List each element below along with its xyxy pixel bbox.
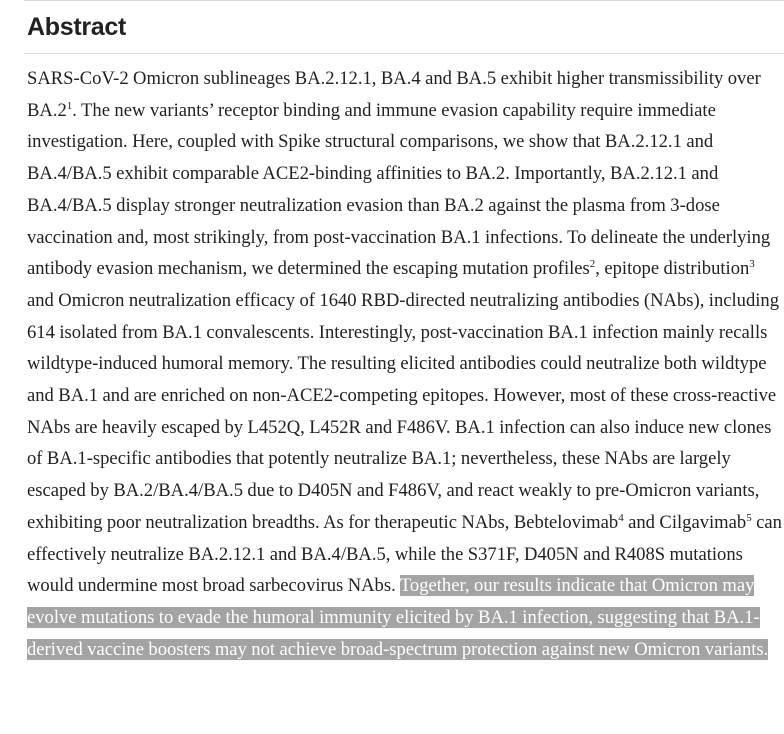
abstract-text: and Cilgavimab bbox=[623, 511, 747, 533]
abstract-text: . The new variants’ receptor binding and immune evasion capability require immediate investigation. Here, coupled with Spike structural comparisons, we show that BA.2.12.1 and BA.4/BA.5 exhibit comparable ACE2-binding affinities to BA.2. Importantly, BA.2.12.1 and BA.4/BA.5 display stronger neutralization evasion than BA.2 against the plasma from 3-dose vaccination and, most strikingly, from post-vaccination BA.1 infections. To delineate the underlying antibody evasion mechanism, we determined the escaping mutation profiles bbox=[27, 99, 771, 280]
abstract-text: SARS-CoV-2 Omicron sublineages BA.2.12.1, BA.4 and BA.5 exhibit higher transmissibility over BA.2 bbox=[27, 68, 761, 121]
citation-ref[interactable]: 2 bbox=[589, 258, 596, 271]
citation-ref[interactable]: 4 bbox=[618, 511, 624, 524]
abstract-text: and Omicron neutralization efficacy of 1640 RBD-directed neutralizing antibodies (NAbs), including 614 isolated from BA.1 convalescents. Interestingly, post-vaccination BA.1 infection mainly recalls wildtype-induced humoral memory. The resulting elicited antibodies could neutralize both wildtype and BA.1 and are enriched on non-ACE2-competing epitopes. However, most of these cross-reactive NAbs are heavily escaped by L452Q, L452R and F486V. BA.1 infection can also induce new clones of BA.1-specific antibodies that potently neutralize BA.1; nevertheless, these NAbs are largely escaped by BA.2/BA.4/BA.5 due to D405N and F486V, and react weakly to pre-Omicron variants, exhibiting poor neutralization breadths. As for therapeutic NAbs, Bebtelovimab bbox=[27, 289, 780, 533]
citation-ref[interactable]: 3 bbox=[749, 258, 755, 271]
section-heading: Abstract bbox=[27, 13, 127, 41]
abstract-paragraph bbox=[27, 63, 784, 665]
selected-text-highlight[interactable]: Together, our results indicate that Omicron may evolve mutations to evade the humoral immunity elicited by BA.1 infection, suggesting that BA.1-derived vaccine boosters may not achieve broad-spectrum protection against new Omicron variants. bbox=[27, 575, 769, 660]
heading-rule bbox=[24, 53, 784, 54]
abstract-text: , epitope distribution bbox=[595, 258, 750, 280]
abstract-text: can effectively neutralize BA.2.12.1 and BA.4/BA.5, while the S371F, D405N and R408S mutations would undermine most broad sarbecovirus NAbs. bbox=[27, 511, 782, 597]
citation-ref[interactable]: 5 bbox=[746, 511, 752, 524]
citation-ref[interactable]: 1 bbox=[66, 99, 73, 112]
top-divider bbox=[24, 0, 784, 1]
